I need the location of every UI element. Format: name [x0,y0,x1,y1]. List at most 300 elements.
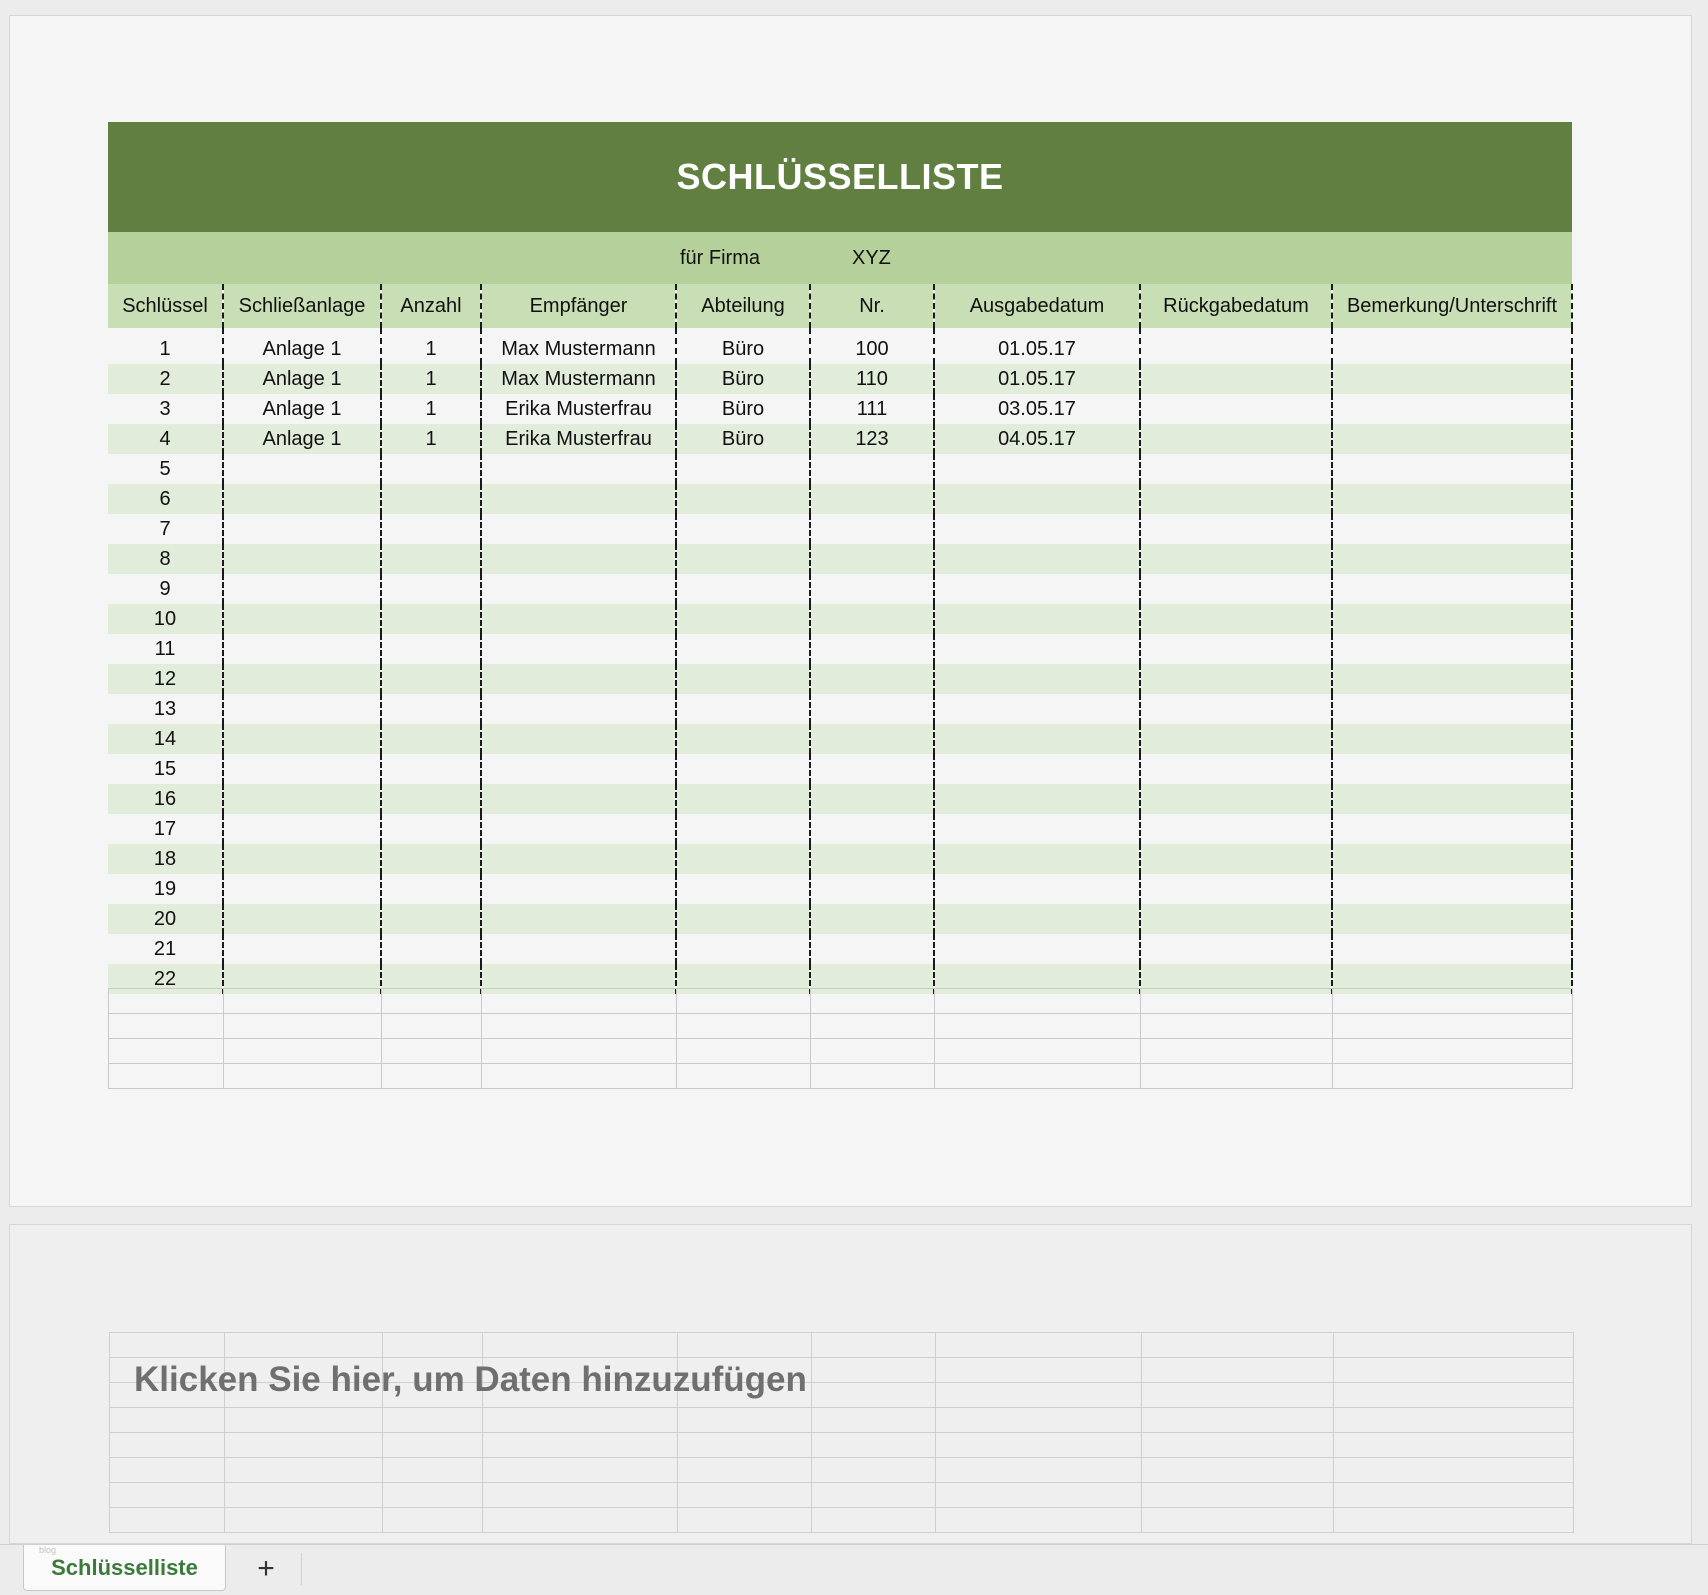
table-cell[interactable]: Büro [676,394,810,424]
table-cell[interactable]: 22 [108,964,223,994]
table-cell[interactable] [481,454,676,484]
table-cell[interactable] [481,724,676,754]
table-cell[interactable] [1332,604,1572,634]
table-cell[interactable] [1332,364,1572,394]
table-cell[interactable] [934,634,1140,664]
grid-cell[interactable] [1333,989,1573,1014]
table-cell[interactable] [934,664,1140,694]
table-cell[interactable]: 110 [810,364,934,394]
table-cell[interactable] [676,904,810,934]
grid-cell[interactable] [224,1014,382,1039]
grid-cell[interactable] [1334,1408,1574,1433]
table-cell[interactable] [810,904,934,934]
table-cell[interactable] [676,724,810,754]
grid-cell[interactable] [225,1333,383,1358]
table-cell[interactable]: 01.05.17 [934,364,1140,394]
table-cell[interactable]: 14 [108,724,223,754]
grid-cell[interactable] [678,1508,812,1533]
grid-cell[interactable] [1334,1508,1574,1533]
grid-cell[interactable] [935,1064,1141,1089]
table-cell[interactable] [934,724,1140,754]
table-cell[interactable] [1140,844,1332,874]
grid-cell[interactable] [382,1014,482,1039]
table-cell[interactable]: 11 [108,634,223,664]
table-cell[interactable] [1140,424,1332,454]
table-cell[interactable] [934,784,1140,814]
table-cell[interactable] [381,664,481,694]
grid-cell[interactable] [382,1039,482,1064]
table-cell[interactable] [223,784,381,814]
table-cell[interactable] [223,934,381,964]
table-cell[interactable] [223,874,381,904]
grid-cell[interactable] [109,1014,224,1039]
grid-cell[interactable] [812,1383,936,1408]
table-cell[interactable] [481,844,676,874]
table-cell[interactable]: Anlage 1 [223,328,381,364]
table-cell[interactable] [1332,664,1572,694]
grid-cell[interactable] [811,1014,935,1039]
table-cell[interactable] [1140,454,1332,484]
table-cell[interactable] [810,544,934,574]
table-cell[interactable] [1332,754,1572,784]
table-cell[interactable]: 8 [108,544,223,574]
table-cell[interactable]: Büro [676,364,810,394]
table-cell[interactable]: Erika Musterfrau [481,424,676,454]
grid-cell[interactable] [936,1408,1142,1433]
table-cell[interactable] [481,874,676,904]
column-header[interactable]: Nr. [810,284,934,328]
table-cell[interactable]: 10 [108,604,223,634]
table-cell[interactable] [934,874,1140,904]
grid-cell[interactable] [482,1014,677,1039]
table-cell[interactable] [676,664,810,694]
grid-cell[interactable] [1142,1383,1334,1408]
grid-cell[interactable] [225,1433,383,1458]
table-cell[interactable] [381,784,481,814]
grid-cell[interactable] [1334,1358,1574,1383]
table-cell[interactable] [481,604,676,634]
table-cell[interactable]: Max Mustermann [481,328,676,364]
grid-cell[interactable] [1142,1508,1334,1533]
grid-cell[interactable] [811,1064,935,1089]
grid-cell[interactable] [110,1433,225,1458]
table-cell[interactable] [676,454,810,484]
grid-cell[interactable] [225,1458,383,1483]
table-cell[interactable] [381,874,481,904]
column-header[interactable]: Abteilung [676,284,810,328]
grid-cell[interactable] [1334,1433,1574,1458]
grid-cell[interactable] [1334,1333,1574,1358]
table-cell[interactable]: Anlage 1 [223,394,381,424]
grid-cell[interactable] [1333,1014,1573,1039]
table-cell[interactable] [381,844,481,874]
grid-cell[interactable] [936,1358,1142,1383]
table-cell[interactable] [1140,634,1332,664]
table-cell[interactable] [676,574,810,604]
table-cell[interactable] [381,904,481,934]
table-cell[interactable]: 123 [810,424,934,454]
table-cell[interactable] [481,934,676,964]
table-cell[interactable]: 1 [381,364,481,394]
table-cell[interactable] [381,934,481,964]
grid-cell[interactable] [109,989,224,1014]
table-cell[interactable] [381,694,481,724]
table-cell[interactable] [676,934,810,964]
column-header[interactable]: Rückgabedatum [1140,284,1332,328]
table-cell[interactable] [1332,844,1572,874]
grid-cell[interactable] [483,1508,678,1533]
table-cell[interactable] [934,544,1140,574]
table-cell[interactable] [481,634,676,664]
grid-cell[interactable] [225,1508,383,1533]
table-cell[interactable] [1140,724,1332,754]
table-cell[interactable] [934,754,1140,784]
table-cell[interactable]: 1 [381,394,481,424]
column-header[interactable]: Bemerkung/Unterschrift [1332,284,1572,328]
grid-cell[interactable] [482,1064,677,1089]
table-cell[interactable] [810,574,934,604]
table-cell[interactable]: Erika Musterfrau [481,394,676,424]
table-cell[interactable] [934,694,1140,724]
table-cell[interactable] [934,904,1140,934]
add-sheet-icon[interactable]: + [257,1552,275,1585]
grid-cell[interactable] [1141,1014,1333,1039]
table-cell[interactable]: Max Mustermann [481,364,676,394]
table-cell[interactable] [1332,814,1572,844]
table-cell[interactable] [481,664,676,694]
table-cell[interactable] [381,484,481,514]
table-cell[interactable]: 6 [108,484,223,514]
table-cell[interactable] [223,664,381,694]
table-cell[interactable] [810,664,934,694]
grid-cell[interactable] [382,989,482,1014]
table-cell[interactable]: 13 [108,694,223,724]
table-cell[interactable]: 9 [108,574,223,604]
table-cell[interactable]: 12 [108,664,223,694]
table-cell[interactable] [223,454,381,484]
grid-cell[interactable] [483,1458,678,1483]
grid-cell[interactable] [110,1333,225,1358]
table-cell[interactable] [1140,544,1332,574]
table-cell[interactable]: 16 [108,784,223,814]
table-cell[interactable] [1140,934,1332,964]
grid-cell[interactable] [936,1458,1142,1483]
table-cell[interactable] [481,784,676,814]
table-cell[interactable] [1140,364,1332,394]
grid-cell[interactable] [1142,1483,1334,1508]
column-header[interactable]: Ausgabedatum [934,284,1140,328]
grid-cell[interactable] [678,1483,812,1508]
table-cell[interactable] [1140,604,1332,634]
table-cell[interactable] [1140,394,1332,424]
table-cell[interactable] [223,754,381,784]
add-data-hint[interactable]: Klicken Sie hier, um Daten hinzuzufügen [134,1360,807,1399]
table-cell[interactable] [676,814,810,844]
table-cell[interactable] [934,574,1140,604]
column-header[interactable]: Empfänger [481,284,676,328]
table-cell[interactable]: 2 [108,364,223,394]
grid-cell[interactable] [483,1408,678,1433]
table-cell[interactable]: 17 [108,814,223,844]
grid-cell[interactable] [110,1483,225,1508]
grid-cell[interactable] [1334,1383,1574,1408]
table-cell[interactable] [810,694,934,724]
grid-cell[interactable] [678,1408,812,1433]
table-cell[interactable] [1140,484,1332,514]
table-cell[interactable]: 04.05.17 [934,424,1140,454]
grid-cell[interactable] [935,1014,1141,1039]
grid-cell[interactable] [225,1408,383,1433]
table-cell[interactable]: 111 [810,394,934,424]
grid-cell[interactable] [1141,1064,1333,1089]
table-cell[interactable]: 15 [108,754,223,784]
table-cell[interactable]: Büro [676,424,810,454]
table-cell[interactable] [381,514,481,544]
table-cell[interactable]: 3 [108,394,223,424]
table-cell[interactable]: 18 [108,844,223,874]
grid-cell[interactable] [811,1039,935,1064]
table-cell[interactable] [934,514,1140,544]
grid-cell[interactable] [1141,1039,1333,1064]
table-cell[interactable] [481,484,676,514]
table-cell[interactable]: 01.05.17 [934,328,1140,364]
column-header[interactable]: Schlüssel [108,284,223,328]
table-cell[interactable] [481,544,676,574]
table-cell[interactable] [1332,328,1572,364]
grid-cell[interactable] [936,1508,1142,1533]
grid-cell[interactable] [812,1508,936,1533]
table-cell[interactable]: 1 [108,328,223,364]
table-cell[interactable] [810,814,934,844]
table-cell[interactable] [1332,724,1572,754]
table-cell[interactable] [676,844,810,874]
table-cell[interactable] [1140,514,1332,544]
table-cell[interactable]: 4 [108,424,223,454]
grid-cell[interactable] [482,989,677,1014]
table-cell[interactable] [1332,514,1572,544]
table-cell[interactable]: 21 [108,934,223,964]
table-cell[interactable]: 5 [108,454,223,484]
second-table-area[interactable] [9,1224,1692,1544]
table-cell[interactable] [676,604,810,634]
table-cell[interactable] [810,484,934,514]
table-cell[interactable] [934,934,1140,964]
table-cell[interactable] [1140,874,1332,904]
table-cell[interactable] [381,724,481,754]
grid-cell[interactable] [383,1433,483,1458]
grid-cell[interactable] [677,989,811,1014]
table-cell[interactable] [810,784,934,814]
grid-cell[interactable] [936,1333,1142,1358]
table-cell[interactable] [381,814,481,844]
table-cell[interactable]: 1 [381,328,481,364]
grid-cell[interactable] [678,1433,812,1458]
table-cell[interactable] [481,814,676,844]
table-cell[interactable] [481,904,676,934]
table-cell[interactable] [381,574,481,604]
grid-cell[interactable] [224,1064,382,1089]
grid-cell[interactable] [1142,1458,1334,1483]
table-cell[interactable] [934,484,1140,514]
table-cell[interactable] [676,514,810,544]
grid-cell[interactable] [383,1408,483,1433]
table-cell[interactable] [223,724,381,754]
table-cell[interactable] [1332,784,1572,814]
table-cell[interactable] [1332,484,1572,514]
grid-cell[interactable] [1333,1064,1573,1089]
grid-cell[interactable] [812,1458,936,1483]
table-cell[interactable] [1140,754,1332,784]
table-cell[interactable] [1332,934,1572,964]
grid-cell[interactable] [224,1039,382,1064]
table-cell[interactable] [223,634,381,664]
grid-cell[interactable] [1141,989,1333,1014]
table-cell[interactable] [810,874,934,904]
grid-cell[interactable] [678,1333,812,1358]
table-cell[interactable] [676,754,810,784]
grid-cell[interactable] [936,1483,1142,1508]
table-cell[interactable] [481,754,676,784]
column-header[interactable]: Anzahl [381,284,481,328]
table-cell[interactable] [223,544,381,574]
table-cell[interactable] [1140,694,1332,724]
grid-cell[interactable] [935,989,1141,1014]
table-cell[interactable] [381,544,481,574]
table-cell[interactable] [676,784,810,814]
table-cell[interactable] [934,844,1140,874]
table-cell[interactable] [1332,634,1572,664]
table-cell[interactable] [934,814,1140,844]
table-cell[interactable] [934,454,1140,484]
grid-cell[interactable] [109,1064,224,1089]
grid-cell[interactable] [677,1064,811,1089]
table-cell[interactable] [223,574,381,604]
table-cell[interactable] [1332,694,1572,724]
table-cell[interactable] [810,934,934,964]
table-cell[interactable] [381,634,481,664]
grid-cell[interactable] [1334,1458,1574,1483]
table-cell[interactable]: 20 [108,904,223,934]
grid-cell[interactable] [383,1333,483,1358]
table-cell[interactable] [1332,424,1572,454]
grid-cell[interactable] [812,1333,936,1358]
grid-cell[interactable] [811,989,935,1014]
table-cell[interactable]: 03.05.17 [934,394,1140,424]
table-cell[interactable] [1332,874,1572,904]
grid-cell[interactable] [483,1333,678,1358]
table-cell[interactable] [810,844,934,874]
table-cell[interactable]: Anlage 1 [223,424,381,454]
grid-cell[interactable] [483,1483,678,1508]
table-cell[interactable] [223,844,381,874]
grid-cell[interactable] [1142,1333,1334,1358]
table-cell[interactable] [676,544,810,574]
table-cell[interactable] [810,634,934,664]
table-cell[interactable] [481,514,676,544]
grid-cell[interactable] [1142,1408,1334,1433]
grid-cell[interactable] [1142,1433,1334,1458]
table-cell[interactable] [481,694,676,724]
table-cell[interactable] [1332,544,1572,574]
table-cell[interactable] [381,754,481,784]
table-cell[interactable]: Anlage 1 [223,364,381,394]
grid-cell[interactable] [1334,1483,1574,1508]
table-cell[interactable] [381,604,481,634]
grid-cell[interactable] [812,1433,936,1458]
table-cell[interactable] [1140,664,1332,694]
table-cell[interactable] [481,574,676,604]
table-cell[interactable] [1140,904,1332,934]
table-cell[interactable]: 1 [381,424,481,454]
grid-cell[interactable] [812,1408,936,1433]
grid-cell[interactable] [383,1458,483,1483]
table-cell[interactable] [1332,574,1572,604]
table-cell[interactable] [1140,574,1332,604]
grid-cell[interactable] [110,1508,225,1533]
table-cell[interactable] [1140,784,1332,814]
table-cell[interactable] [1140,328,1332,364]
table-cell[interactable] [810,724,934,754]
table-cell[interactable] [1332,394,1572,424]
grid-cell[interactable] [677,1039,811,1064]
table-cell[interactable] [223,904,381,934]
grid-cell[interactable] [812,1483,936,1508]
table-cell[interactable] [1140,814,1332,844]
table-cell[interactable] [934,604,1140,634]
table-cell[interactable] [1332,904,1572,934]
grid-cell[interactable] [482,1039,677,1064]
table-cell[interactable] [381,454,481,484]
column-header[interactable]: Schließanlage [223,284,381,328]
grid-cell[interactable] [109,1039,224,1064]
grid-cell[interactable] [383,1508,483,1533]
table-cell[interactable]: 100 [810,328,934,364]
table-cell[interactable] [676,694,810,724]
grid-cell[interactable] [110,1458,225,1483]
table-cell[interactable] [223,694,381,724]
grid-cell[interactable] [936,1433,1142,1458]
grid-cell[interactable] [110,1408,225,1433]
grid-cell[interactable] [382,1064,482,1089]
table-cell[interactable]: Büro [676,328,810,364]
table-cell[interactable]: 19 [108,874,223,904]
grid-cell[interactable] [677,1014,811,1039]
grid-cell[interactable] [1142,1358,1334,1383]
table-cell[interactable] [676,874,810,904]
grid-cell[interactable] [1333,1039,1573,1064]
table-cell[interactable] [223,484,381,514]
company-value[interactable]: XYZ [852,247,891,269]
table-cell[interactable] [676,484,810,514]
table-cell[interactable] [223,514,381,544]
table-cell[interactable] [810,454,934,484]
grid-cell[interactable] [383,1483,483,1508]
grid-cell[interactable] [935,1039,1141,1064]
table-cell[interactable] [810,514,934,544]
grid-cell[interactable] [224,989,382,1014]
table-cell[interactable]: 7 [108,514,223,544]
grid-cell[interactable] [812,1358,936,1383]
table-cell[interactable] [810,604,934,634]
table-cell[interactable] [1332,454,1572,484]
grid-cell[interactable] [225,1483,383,1508]
grid-cell[interactable] [936,1383,1142,1408]
grid-cell[interactable] [483,1433,678,1458]
table-cell[interactable] [223,604,381,634]
grid-cell[interactable] [678,1458,812,1483]
table-cell[interactable] [676,634,810,664]
table-cell[interactable] [810,754,934,784]
